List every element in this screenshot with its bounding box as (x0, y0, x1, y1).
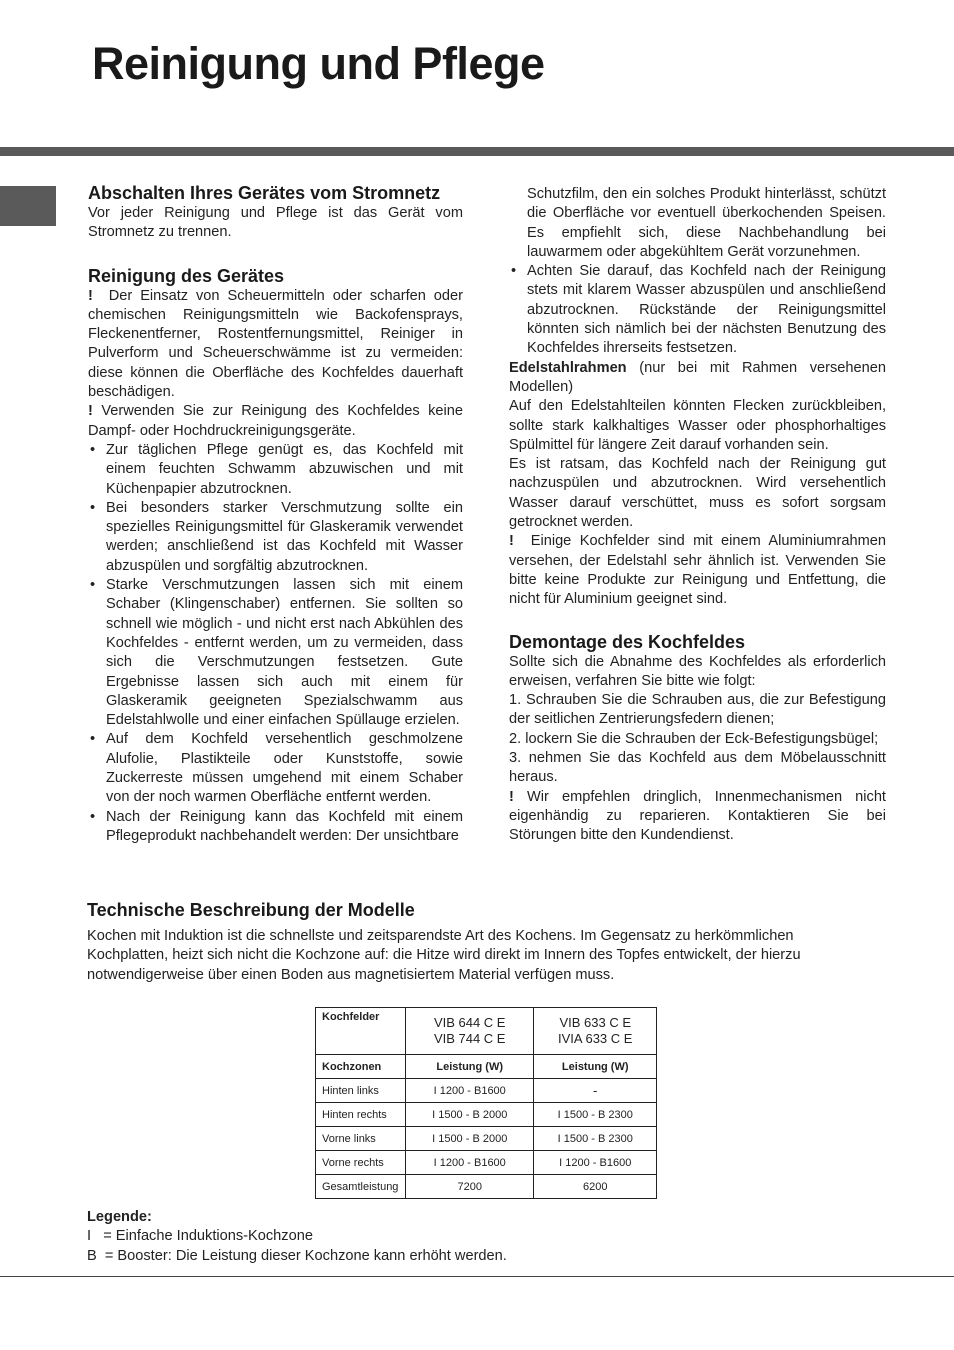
page-title: Reinigung und Pflege (92, 38, 545, 89)
section-heading-dismantling: Demontage des Kochfeldes (509, 631, 746, 652)
section-heading-technical: Technische Beschreibung der Modelle (87, 900, 415, 920)
model-name: VIB 633 C E (559, 1015, 631, 1030)
list-item: • Auf dem Kochfeld versehentlich geschmolzene Alufolie, Plastikteile oder Kunststoffe, sowie Zuckerreste müssen umgehend mit einem Schaber von der noch warmen Oberfläche entfernt werden. (88, 730, 463, 807)
list-item: • Achten Sie darauf, das Kochfeld nach der Reinigung stets mit klarem Wasser abzuspülen und anschließend abzutrocknen. Rückstände der Reinigungsmittel könnten sich nämlich bei der nächsten Benutzung des Kochfeldes ihrerseits festsetzen. (509, 262, 886, 358)
warning-repair: ! Wir empfehlen dringlich, Innenmechanismen nicht eigenhändig zu reparieren. Kontaktieren Sie bei Störungen bitte den Kundendienst. (509, 788, 886, 844)
zone-label: Vorne rechts (316, 1151, 406, 1175)
legend (87, 1208, 507, 1266)
warning-aluminium: ! Einige Kochfelder sind mit einem Aluminiumrahmen versehen, der Edelstahl sehr ähnlich ist. Verwenden Sie bitte keine Produkte zur Reinigung und Entfettung, die nicht für Aluminium geeignet sind. (509, 533, 886, 608)
list-item: • Bei besonders starker Verschmutzung sollte ein spezielles Reinigungsmittel für Glaskeramik verwendet werden; anschließend ist das Kochfeld mit Wasser abzuspülen und sorgfältig abzutrocknen. (88, 499, 463, 576)
warning-steam: ! Verwenden Sie zur Reinigung des Kochfeldes keine Dampf- oder Hochdruckreinigungsgeräte. (88, 403, 463, 439)
section-tab-marker (0, 186, 56, 226)
left-column (88, 182, 463, 846)
footer-divider (0, 1276, 954, 1277)
table-row (316, 1079, 657, 1103)
table-row (316, 1175, 657, 1199)
list-item: • Starke Verschmutzungen lassen sich mit einem Schaber (Klingenschaber) entfernen. Sie sollten so schnell wie möglich - und nicht erst nach Abkühlen des Kochfeldes - entfernt werden, um zu vermeiden, dass sich die Verschmutzungen festsetzen. Gute Ergebnisse lassen sich auch mit einem für Glaskeramik geeigneten Spezialschwamm aus Edelstahlwolle und einer einfachen Spüllauge erzielen. (88, 576, 463, 730)
section-heading-disconnect: Abschalten Ihres Gerätes vom Stromnetz (88, 183, 441, 203)
stainless-frame-intro: Edelstahlrahmen (nur bei mit Rahmen versehenen Modellen) (509, 359, 887, 395)
disconnect-text: Vor jeder Reinigung und Pflege ist das Gerät vom Stromnetz zu trennen. (88, 205, 463, 241)
table-header: Leistung (W) (436, 1060, 504, 1073)
stainless-frame-text: Auf den Edelstahlteilen könnten Flecken zurückbleiben, sollte stark kalkhaltiges Wasser oder phosphorhaltiges Spülmittel für längere Zeit darauf vorhanden sein. (509, 398, 886, 453)
list-item: • Nach der Reinigung kann das Kochfeld mit einem Pflegeprodukt nachbehandelt werden: Der unsichtbare (88, 808, 463, 847)
dismantling-intro: Sollte sich die Abnahme des Kochfeldes als erforderlich erweisen, verfahren Sie bitte wie folgt: (509, 653, 886, 689)
legend-item: I = Einfache Induktions-Kochzone (87, 1228, 313, 1245)
power-value: I 1200 - B1600 (405, 1151, 533, 1175)
table-header: Leistung (W) (561, 1060, 629, 1073)
model-name: IVIA 633 C E (558, 1031, 633, 1046)
power-value: I 1200 - B1600 (405, 1079, 533, 1103)
power-value: I 1500 - B 2000 (405, 1127, 533, 1151)
power-value: I 1200 - B1600 (534, 1151, 657, 1175)
warning-icon: ! (509, 788, 514, 805)
zone-label: Hinten links (316, 1079, 406, 1103)
model-name: VIB 644 C E (433, 1015, 506, 1030)
section-heading-cleaning: Reinigung des Gerätes (88, 265, 285, 286)
cleaning-tips-list (88, 441, 463, 846)
warning-icon: ! (88, 287, 93, 304)
model-name: VIB 744 C E (433, 1031, 506, 1046)
list-item: • Zur täglichen Pflege genügt es, das Kochfeld mit einem feuchten Schwamm abzuwischen und mit Küchenpapier abzutrocknen. (88, 441, 463, 499)
table-row (316, 1055, 657, 1079)
header-divider-bar (0, 147, 954, 156)
dismantling-step: 2. lockern Sie die Schrauben der Eck-Befestigungsbügel; (509, 730, 879, 747)
warning-icon: ! (509, 533, 514, 550)
stainless-frame-text: Es ist ratsam, das Kochfeld nach der Reinigung gut nachzuspülen und abzutrocknen. Wird versehentlich Wasser darauf verschüttet, muss es sofort sorgsam getrocknet werden. (509, 456, 886, 531)
zone-label: Gesamtleistung (316, 1175, 406, 1199)
warning-abrasives: ! Der Einsatz von Scheuermitteln oder scharfen oder chemischen Reinigungsmitteln wie Backofensprays, Fleckenentferner, Rostentfernungsmittel, Reiniger in Pulverform und Scheuerschwämme ist zu vermeiden: diese können die Oberfläche des Kochfeldes dauerhaft beschädigen. (88, 287, 463, 401)
table-header: Kochzonen (322, 1060, 382, 1073)
table-row (316, 1127, 657, 1151)
right-column (509, 185, 886, 846)
technical-text: Kochen mit Induktion ist die schnellste und zeitsparendste Art des Kochens. Im Gegensatz zu herkömmlichen Kochplatten, heizt sich nicht die Kochzone auf: die Hitze wird direkt im Innern des Topfes entwickelt, der hierzu notwendigerweise über einen Boden aus magnetisiertem Material verfügen muss. (87, 928, 801, 983)
power-value: I 1500 - B 2300 (534, 1103, 657, 1127)
power-value: I 1500 - B 2300 (534, 1127, 657, 1151)
table-row (316, 1008, 657, 1055)
dismantling-step: 1. Schrauben Sie die Schrauben aus, die zur Befestigung der seitlichen Zentrierungsfedern dienen; (509, 692, 886, 728)
zone-label: Hinten rechts (316, 1103, 406, 1127)
legend-item: B = Booster: Die Leistung dieser Kochzone kann erhöht werden. (87, 1247, 507, 1264)
cleaning-tips-list-cont (509, 262, 886, 358)
table-row (316, 1151, 657, 1175)
continued-text: Schutzfilm, den ein solches Produkt hinterlässt, schützt die Oberfläche vor eventuell überkochenden Speisen. Es empfiehlt sich, diese Nachbehandlung bei lauwarmem oder abgekühltem Gerät vorzunehmen. (527, 186, 886, 260)
power-value: I 1500 - B 2000 (405, 1103, 533, 1127)
zone-label: Vorne links (316, 1127, 406, 1151)
technical-description (87, 899, 867, 985)
total-power: 7200 (405, 1175, 533, 1199)
table-row (316, 1103, 657, 1127)
warning-icon: ! (88, 403, 93, 420)
dismantling-step: 3. nehmen Sie das Kochfeld aus dem Möbelausschnitt heraus. (509, 750, 886, 786)
table-header: Kochfelder (322, 1011, 380, 1023)
total-power: 6200 (534, 1175, 657, 1199)
legend-title: Legende: (87, 1209, 152, 1225)
power-value: - (534, 1079, 657, 1103)
models-table (315, 1007, 657, 1199)
